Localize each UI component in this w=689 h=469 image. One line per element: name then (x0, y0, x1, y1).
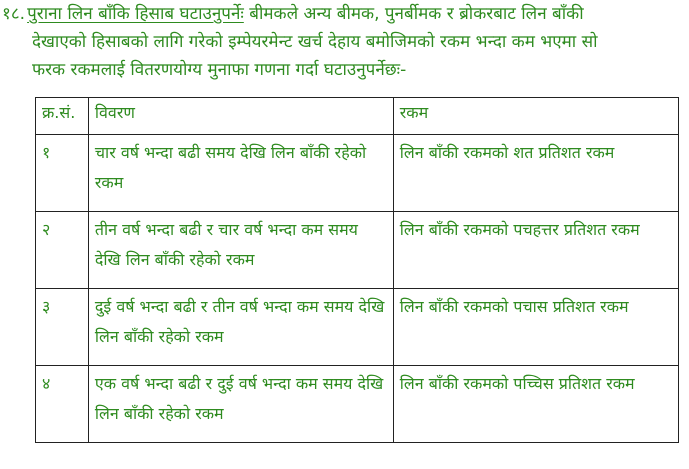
table-row (36, 212, 679, 289)
row-serial-number: २ (36, 212, 89, 289)
row-amount: लिन बाँकी रकमको पचहत्तर प्रतिशत रकम (393, 212, 678, 289)
paragraph-line-2: देखाएको हिसाबको लागि गरेको इम्पेयरमेन्ट खर्च देहाय बमोजिमको रकम भन्दा कम भएमा सो (32, 32, 598, 52)
clause-heading: पुराना लिन बाँकि हिसाब घटाउनुपर्नेः (27, 4, 244, 24)
provision-table (35, 97, 679, 443)
paragraph-line-1 (0, 0, 689, 28)
row-serial-number: ४ (36, 366, 89, 443)
header-serial-number: क्र.सं. (36, 98, 89, 135)
table-row (36, 135, 679, 212)
row-amount: लिन बाँकी रकमको शत प्रतिशत रकम (393, 135, 678, 212)
paragraph-line-1-text: बीमकले अन्य बीमक, पुनर्बीमक र ब्रोकरबाट लिन बाँकी (243, 4, 584, 24)
header-description: विवरण (88, 98, 393, 135)
paragraph-line-3: फरक रकमलाई वितरणयोग्य मुनाफा गणना गर्दा घटाउनुपर्नेछः- (32, 60, 407, 80)
row-amount: लिन बाँकी रकमको पचास प्रतिशत रकम (393, 289, 678, 366)
row-serial-number: ३ (36, 289, 89, 366)
row-description: चार वर्ष भन्दा बढी समय देखि लिन बाँकी रहेको रकम (88, 135, 393, 212)
header-amount: रकम (393, 98, 678, 135)
row-description: एक वर्ष भन्दा बढी र दुई वर्ष भन्दा कम समय देखि लिन बाँकी रहेको रकम (88, 366, 393, 443)
table-header-row (36, 98, 679, 135)
table-row (36, 289, 679, 366)
clause-paragraph (0, 0, 689, 84)
row-description: दुई वर्ष भन्दा बढी र तीन वर्ष भन्दा कम समय देखि लिन बाँकी रहेको रकम (88, 289, 393, 366)
clause-number: १८. (2, 4, 26, 24)
row-description: तीन वर्ष भन्दा बढी र चार वर्ष भन्दा कम समय देखि लिन बाँकी रहेको रकम (88, 212, 393, 289)
table-row (36, 366, 679, 443)
row-serial-number: १ (36, 135, 89, 212)
row-amount: लिन बाँकी रकमको पच्चिस प्रतिशत रकम (393, 366, 678, 443)
